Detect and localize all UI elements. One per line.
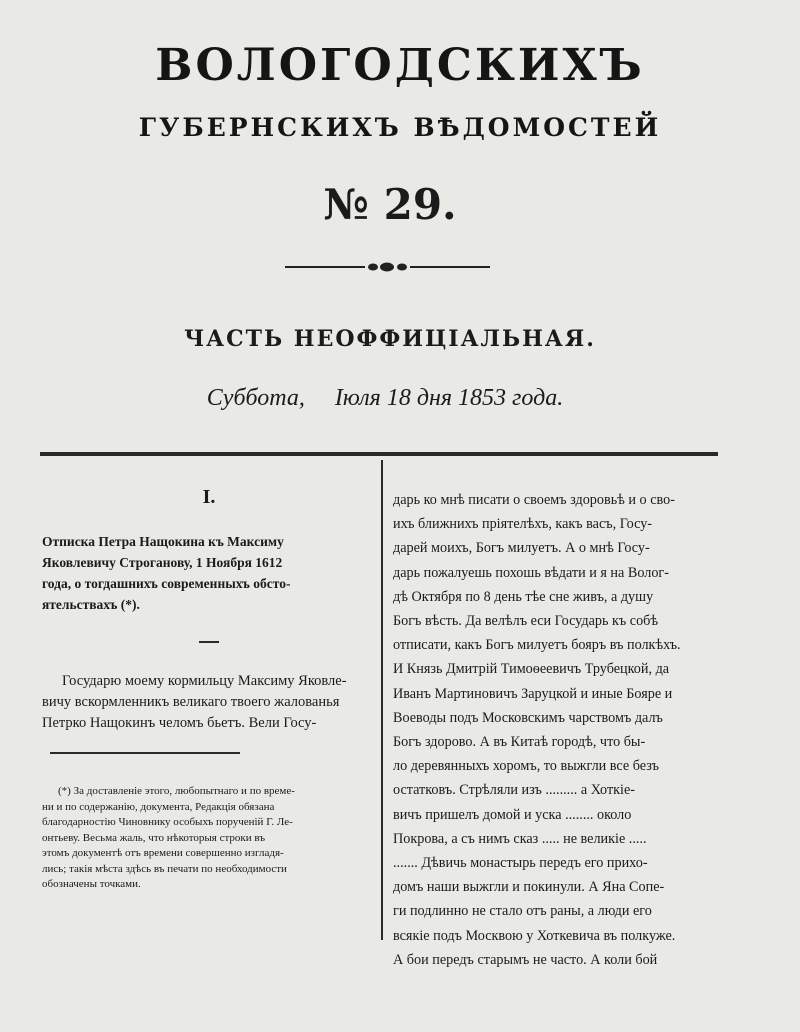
body-line: ло деревянныхъ хоромъ, то выжгли все безъ — [393, 758, 659, 775]
body-line: отписати, какъ Богъ милуетъ бояръ въ полкѣхъ. — [393, 637, 681, 654]
footnote-line: ни и по содержанію, документа, Редакція обязана — [42, 800, 275, 813]
salutation-paragraph — [42, 671, 376, 734]
short-dash-divider — [199, 641, 219, 643]
body-line: дарь пожалуешь похошь вѣдати и я на Волог- — [393, 564, 669, 581]
header-rule — [40, 452, 718, 456]
masthead-title: ВОЛОГОДСКИХЪ — [155, 40, 645, 91]
body-line: дѣ Октября по 8 день тѣе сне живъ, а душу — [393, 588, 654, 605]
body-line: всякіе подъ Москвою у Хоткевича въ полкуже. — [393, 927, 676, 944]
body-line: Богъ вѣсть. Да велѣлъ еси Государь къ собѣ — [393, 613, 659, 630]
footnote-line: онтьеву. Весьма жаль, что нѣкоторыя строки въ — [42, 831, 266, 844]
article-title-line: Яковлевичу Строганову, 1 Ноября 1612 — [42, 555, 283, 570]
footnote — [42, 784, 376, 893]
body-line: Богъ здорово. А въ Китаѣ городѣ, что бы- — [393, 734, 646, 751]
footnote-line: благодарностію Чиновнику особыхъ порученій Г. Ле- — [42, 816, 293, 828]
article-title-line: года, о тогдашнихъ современныхъ обсто- — [42, 576, 291, 591]
section-part-title: ЧАСТЬ НЕОФФИЦІАЛЬНАЯ. — [184, 326, 596, 352]
salutation-line: Петрко Нащокинъ челомъ бьетъ. Вели Госу- — [42, 715, 317, 731]
left-column — [42, 470, 376, 893]
body-line: Покрова, а съ нимъ сказ ..... не великіе ..... — [393, 830, 647, 847]
body-line: И Князь Дмитрій Тимоѳеевичъ Трубецкой, да — [393, 661, 670, 678]
footnote-line: обозначены точками. — [42, 878, 141, 890]
body-line: вичъ пришелъ домой и уска ........ около — [393, 806, 632, 823]
body-line: Воеводы подъ Московскимъ чарствомъ далъ — [393, 709, 663, 726]
issue-number: № 29. — [323, 180, 457, 229]
salutation-line: Государю моему кормильцу Максиму Яковле- — [62, 673, 347, 689]
article-title-line: ятельствахъ (*). — [42, 597, 140, 612]
article-title-line: Отписка Петра Нащокина къ Максиму — [42, 534, 284, 549]
right-column — [393, 488, 719, 972]
section-number: I. — [202, 486, 216, 508]
ornament-divider — [285, 260, 490, 274]
issue-weekday: Суббота, — [206, 385, 305, 411]
footnote-line: (*) За доставленіе этого, любопытнаго и по време- — [58, 785, 295, 797]
column-divider — [381, 460, 383, 940]
issue-date — [0, 385, 770, 412]
body-line: дарей моихъ, Богъ милуетъ. А о мнѣ Госу- — [393, 540, 650, 557]
body-line: ....... Дѣвичь монастырь передъ его прихо- — [393, 855, 648, 872]
body-line: ги подлинно не стало отъ раны, а люди его — [393, 903, 652, 920]
letter-body-text — [393, 488, 719, 972]
article-title — [42, 531, 376, 615]
body-line: ихъ ближнихъ пріятелѣхъ, какъ васъ, Госу- — [393, 516, 653, 533]
issue-date-text: Іюля 18 дня 1853 года. — [334, 385, 564, 411]
masthead-subtitle: ГУБЕРНСКИХЪ ВѢДОМОСТЕЙ — [138, 113, 662, 142]
body-line: Иванъ Мартиновичъ Заруцкой и иные Бояре и — [393, 685, 673, 702]
footnote-line: этомъ документѣ отъ времени совершенно изгладя- — [42, 847, 284, 859]
footnote-line: лись; такія мѣста здѣсь въ печати по необходимости — [42, 862, 287, 875]
footnote-rule — [50, 752, 240, 754]
salutation-line: вичу вскормленникъ великаго твоего жалованья — [42, 694, 340, 710]
body-line: домъ наши выжгли и покинули. А Яна Сопе- — [393, 879, 665, 896]
body-line: дарь ко мнѣ писати о своемъ здоровьѣ и о сво- — [393, 492, 675, 508]
body-line: А бои передъ старымъ не часто. А коли бой — [393, 951, 658, 968]
body-line: остатковъ. Стрѣляли изъ ......... а Хоткіе- — [393, 782, 636, 799]
